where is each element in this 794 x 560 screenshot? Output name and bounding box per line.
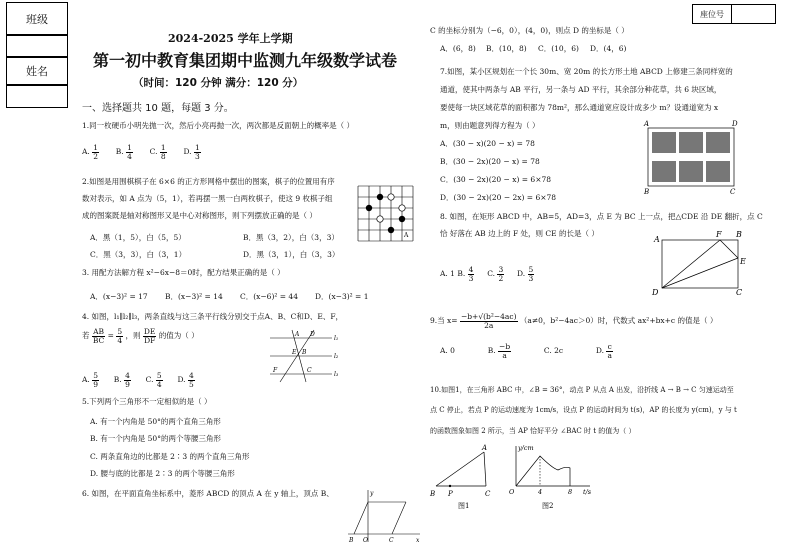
class-box (6, 2, 68, 36)
q1-opt-d[interactable]: D. $\frac{1}{3}$ (183, 143, 200, 161)
q3-stem: 3. 用配方法解方程 x²−6x−8＝0时，配方结果正确的是（ ） (82, 268, 285, 277)
exam-title: 第一初中教育集团期中监测九年级数学试卷 (93, 51, 398, 70)
label-f: F (716, 230, 722, 239)
x-axis-label: t/s (583, 488, 592, 496)
white-stone (388, 194, 394, 200)
q1-opt-b[interactable]: B. $\frac{1}{4}$ (115, 143, 132, 161)
label-a: A (654, 235, 660, 244)
rhombus-figure (344, 488, 424, 544)
q4-stem: 4. 如图，l₁∥l₂∥l₃，两条直线与这三条平行线分别交于点A、B、C和D、E、F， (82, 312, 344, 321)
q1-stem: 1.同一枚硬币小明先抛一次，然后小亮再抛一次，两次都是反面朝上的概率是（ ） (82, 121, 355, 130)
q4-condition: 若 $\frac{AB}{BC}$ = $\frac{5}{4}$ ，则 $\frac{DE}{DF}$ 的值为（ ） (82, 327, 199, 345)
name-input-box[interactable] (6, 84, 68, 108)
q2-opt-d[interactable]: D．黑（3，1），白（3，3） (243, 250, 340, 259)
q5-opt-a[interactable]: A. 有一个内角是 50°的两个直角三角形 (90, 417, 221, 426)
label-a: A (644, 120, 650, 128)
q7-opt-d[interactable]: D．(30 − 2x)(20 − 2x) = 6×78 (440, 193, 557, 202)
q2-opt-c[interactable]: C．黑（3，3），白（3，1） (90, 250, 187, 259)
black-stone (388, 227, 394, 233)
q8-opt-b[interactable]: $\frac{4}{3}$ (468, 265, 474, 283)
q6-stem: 6. 如图，在平面直角坐标系中，菱形 ABCD 的顶点 A 在 y 轴上，顶点 B、 (82, 489, 334, 498)
q6-opt-d[interactable]: D．(4，6) (590, 44, 627, 53)
white-stone (377, 216, 383, 222)
label-l2: l₂ (334, 353, 339, 360)
q3-opt-a[interactable]: A．(x−3)² = 17 (90, 292, 148, 301)
q7-line2: 通道，使其中两条与 AB 平行，另一条与 AD 平行，其余部分种花草，共 6 块区域， (440, 85, 722, 94)
q6-opt-b[interactable]: B．(10，8) (486, 44, 527, 53)
origin-label: O (509, 488, 515, 496)
triangle-figure-1 (428, 442, 504, 512)
label-b: B (302, 349, 307, 356)
label-b: B (736, 230, 742, 239)
q8-opt-ab[interactable]: A. 1 B. (440, 269, 466, 278)
q4-opt-b[interactable]: B. $\frac{4}{9}$ (113, 371, 130, 389)
label-d: D (732, 120, 738, 128)
label-y: y (370, 490, 374, 497)
q9-opt-c[interactable]: C. 2c (543, 346, 564, 355)
y-axis-label: y/cm (518, 444, 534, 452)
seat-label: 座位号 (693, 5, 732, 23)
q3-opt-c[interactable]: C．(x−6)² = 44 (240, 292, 298, 301)
q7-line1: 7.如图，某小区规划在一个长 30m、宽 20m 的长方形土地 ABCD 上修建三条同样宽的 (440, 67, 733, 76)
label-b: B (349, 537, 354, 544)
q3-opt-d[interactable]: D．(x−3)² = 1 (315, 292, 369, 301)
q2-opt-b[interactable]: B．黑（3，2），白（3，3） (243, 233, 339, 242)
seat-box (692, 4, 776, 24)
label-c: C (307, 367, 312, 374)
label-d: D (310, 331, 315, 338)
name-label: 姓名 (26, 65, 48, 78)
q10-line1: 10.如图1，在三角形 ABC 中，∠B = 36°，动点 P 从点 A 出发，沿折线 A → B → C 匀速运动至 (430, 386, 734, 394)
q5-stem: 5.下列两个三角形不一定相似的是（ ） (82, 397, 212, 406)
q7-opt-c[interactable]: C．(30 − 2x)(20 − x) = 6×78 (440, 175, 552, 184)
black-stone (366, 205, 372, 211)
label-d: D (652, 288, 659, 297)
exam-year: 2024-2025 学年上学期 (168, 32, 293, 45)
label-x: x (416, 537, 420, 544)
section-heading: 一、选择题共 10 题，每题 3 分。 (82, 103, 234, 114)
label-b: B (430, 490, 436, 498)
tick-8: 8 (568, 488, 573, 496)
field-figure (642, 118, 742, 196)
label-p: P (448, 490, 453, 498)
name-box (6, 56, 68, 86)
label-c: C (485, 490, 491, 498)
point-a-label: A (404, 232, 409, 239)
q5-opt-b[interactable]: B. 有一个内角是 50°的两个等腰三角形 (90, 434, 221, 443)
q4-opt-c[interactable]: C. $\frac{5}{4}$ (145, 371, 162, 389)
q6-continued: C 的坐标分别为（−6，0），(4，0)，则点 D 的坐标是（ ） (430, 26, 629, 35)
label-l3: l₃ (334, 371, 339, 378)
q8-opt-d[interactable]: D. $\frac{5}{3}$ (517, 265, 534, 283)
q5-opt-c[interactable]: C. 两条直角边的比都是 2∶3 的两个直角三角形 (90, 452, 250, 461)
q7-opt-a[interactable]: A．(30 − x)(20 − x) = 78 (440, 139, 535, 148)
q9-opt-a[interactable]: A. 0 (440, 346, 455, 355)
black-stone (399, 216, 405, 222)
black-stone (377, 194, 383, 200)
parallel-lines-figure (266, 328, 346, 386)
class-input-box[interactable] (6, 34, 68, 58)
figure-1-caption: 图1 (458, 502, 470, 510)
class-label: 班级 (26, 13, 48, 26)
q2-opt-a[interactable]: A．黑（1，5），白（5，5） (90, 233, 186, 242)
seat-input[interactable] (732, 5, 775, 23)
q9-options (440, 343, 613, 359)
q7-line3: 要使每一块区域花草的面积都为 78m²，那么通道宽应设计成多少 m？设通道宽为 x (440, 103, 719, 112)
rectangle-fold-figure (650, 228, 748, 298)
function-graph-figure-2 (506, 442, 596, 512)
q1-opt-c[interactable]: C. $\frac{1}{8}$ (149, 143, 166, 161)
q8-line1: 8. 如图，在矩形 ABCD 中，AB=5，AD=3，点 E 为 BC 上一点，把△CDE 沿 DE 翻折，点 C (440, 212, 763, 221)
q6-opt-a[interactable]: A．(6，8) (440, 44, 476, 53)
q10-line2: 点 C 停止，若点 P 的运动速度为 1cm/s，设点 P 的运动时间为 t(s)，AP 的长度为 y(cm)，y 与 t (430, 406, 737, 414)
q1-options (82, 144, 201, 160)
q4-options (82, 372, 195, 388)
q4-opt-d[interactable]: D. $\frac{4}{5}$ (177, 371, 194, 389)
label-e: E (292, 349, 297, 356)
q8-options (440, 266, 534, 282)
q8-opt-c[interactable]: C. $\frac{3}{2}$ (487, 265, 504, 283)
q2-line2: 数对表示，如 A 点为（5，1），若再摆一黑一白两枚棋子，使这 9 枚棋子组 (82, 194, 333, 203)
figure-2-caption: 图2 (542, 502, 554, 510)
label-f: F (273, 367, 278, 374)
label-o: O (363, 537, 368, 544)
q3-opt-b[interactable]: B．(x−3)² = 14 (165, 292, 223, 301)
label-l1: l₁ (334, 335, 339, 342)
white-stone (399, 205, 405, 211)
label-e: E (740, 257, 746, 266)
label-c: C (389, 537, 394, 544)
label-a: A (295, 331, 300, 338)
label-c: C (736, 288, 743, 297)
q9-opt-b[interactable]: B. $\frac{-b}{a}$ (487, 342, 511, 360)
q7-opt-b[interactable]: B．(30 − 2x)(20 − x) = 78 (440, 157, 540, 166)
q4-opt-a[interactable]: A. $\frac{5}{9}$ (82, 371, 98, 389)
q5-opt-d[interactable]: D. 腰与底的比都是 2∶3 的两个等腰三角形 (90, 469, 235, 478)
q8-line2: 恰 好落在 AB 边上的 F 处，则 CE 的长是（ ） (440, 229, 599, 238)
q2-line1: 2.如图是用围棋棋子在 6×6 的正方形网格中摆出的图案，棋子的位置用有序 (82, 177, 335, 186)
q1-opt-a[interactable]: A. $\frac{1}{2}$ (82, 143, 98, 161)
label-a: A (482, 444, 488, 452)
tick-4: 4 (538, 488, 543, 496)
q6-opt-c[interactable]: C．(10，6) (538, 44, 579, 53)
q10-line3: 的函数图象如图 2 所示，当 AP 恰好平分 ∠BAC 时 t 的值为（ ） (430, 427, 636, 435)
exam-meta: （时间：120 分钟 满分：120 分） (133, 77, 304, 89)
label-b: B (644, 188, 650, 196)
q9-opt-d[interactable]: D. $\frac{c}{a}$ (595, 342, 612, 360)
q9-stem: 9.当 x= $\frac{\text{−b+√(b²−4ac)}}{2a}$ （a≠0，b²−4ac＞0）时，代数式 ax²+bx+c 的值是（ ） (430, 312, 718, 330)
go-board-figure (354, 182, 418, 246)
q7-line4: m，则由题意列得方程为（ ） (440, 121, 540, 130)
q2-line3: 成的图案既是轴对称图形又是中心对称图形，则下列摆放正确的是（ ） (82, 211, 317, 220)
label-c: C (730, 188, 736, 196)
